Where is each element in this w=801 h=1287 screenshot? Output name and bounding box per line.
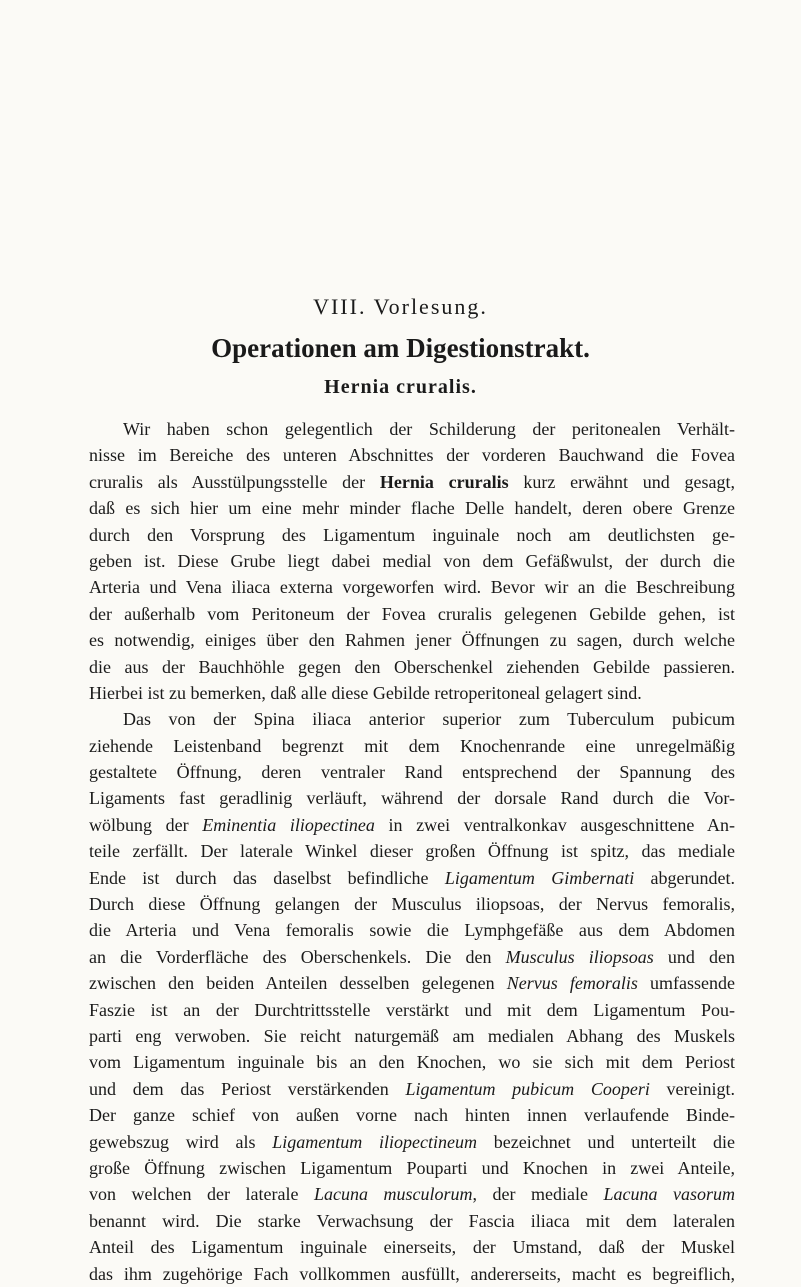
text-line: Anteil des Ligamentum inguinale einerseits, der Umstand, daß der Muskel [89, 1237, 735, 1258]
body-text [89, 416, 735, 1287]
lecture-heading: VIII. Vorlesung. [313, 294, 488, 319]
text-line: Der ganze schief von außen vorne nach hinten innen verlaufende Binde- [89, 1105, 735, 1126]
text-line: von welchen der laterale Lacuna musculorum, der mediale Lacuna vasorum [89, 1184, 735, 1205]
text-line: an die Vorderfläche des Oberschenkels. Die den Musculus iliopsoas und den [89, 946, 735, 967]
text-line: Hierbei ist zu bemerken, daß alle diese Gebilde retroperitoneal gelagert sind. [89, 682, 642, 703]
text-line: daß es sich hier um eine mehr minder flache Delle handelt, deren obere Grenze [89, 498, 735, 519]
text-line: Arteria und Vena iliaca externa vorgeworfen wird. Bevor wir an die Beschreibung [89, 577, 735, 598]
text-line: geben ist. Diese Grube liegt dabei medial von dem Gefäßwulst, der durch die [89, 550, 735, 571]
text-line: durch den Vorsprung des Ligamentum inguinale noch am deutlichsten ge- [89, 524, 735, 545]
text-line: gestaltete Öffnung, deren ventraler Rand entsprechend der Spannung des [89, 762, 735, 783]
text-line: und dem das Periost verstärkenden Ligamentum pubicum Cooperi vereinigt. [89, 1078, 736, 1099]
text-line: Ligaments fast geradlinig verläuft, während der dorsale Rand durch die Vor- [89, 788, 735, 809]
text-line: ziehende Leistenband begrenzt mit dem Knochenrande eine unregelmäßig [89, 735, 735, 756]
text-line: zwischen den beiden Anteilen desselben gelegenen Nervus femoralis umfassende [89, 973, 735, 994]
text-line: der außerhalb vom Peritoneum der Fovea cruralis gelegenen Gebilde gehen, ist [89, 603, 735, 624]
text-line: nisse im Bereiche des unteren Abschnittes der vorderen Bauchwand die Fovea [89, 445, 735, 466]
text-line: teile zerfällt. Der laterale Winkel dieser großen Öffnung ist spitz, das mediale [89, 841, 735, 862]
text-line: Ende ist durch das daselbst befindliche Ligamentum Gimbernati abgerundet. [89, 867, 735, 888]
text-line: parti eng verwoben. Sie reicht naturgemäß am medialen Abhang des Muskels [89, 1025, 735, 1046]
text-line: das ihm zugehörige Fach vollkommen ausfüllt, andererseits, macht es begreiflich, [89, 1263, 735, 1284]
text-line: benannt wird. Die starke Verwachsung der Fascia iliaca mit dem lateralen [89, 1210, 735, 1231]
text-line: gewebszug wird als Ligamentum iliopectineum bezeichnet und unterteilt die [89, 1131, 735, 1152]
text-line: Wir haben schon gelegentlich der Schilderung der peritonealen Verhält- [123, 419, 735, 439]
text-line: Faszie ist an der Durchtrittsstelle verstärkt und mit dem Ligamentum Pou- [89, 999, 735, 1020]
text-line: cruralis als Ausstülpungsstelle der Hernia cruralis kurz erwähnt und gesagt, [89, 471, 735, 492]
text-line: Das von der Spina iliaca anterior superior zum Tuberculum pubicum [123, 709, 735, 730]
text-line: die aus der Bauchhöhle gegen den Oberschenkel ziehenden Gebilde passieren. [89, 656, 735, 677]
section-title: Hernia cruralis. [324, 376, 477, 398]
text-line: wölbung der Eminentia iliopectinea in zwei ventralkonkav ausgeschnittene An- [89, 814, 736, 835]
text-line: die Arteria und Vena femoralis sowie die Lymphgefäße aus dem Abdomen [89, 920, 735, 941]
text-line: große Öffnung zwischen Ligamentum Pouparti und Knochen in zwei Anteile, [89, 1157, 735, 1178]
text-line: es notwendig, einiges über den Rahmen jener Öffnungen zu sagen, durch welche [89, 630, 735, 651]
text-line: vom Ligamentum inguinale bis an den Knochen, wo sie sich mit dem Periost [89, 1052, 735, 1073]
chapter-title: Operationen am Digestionstrakt. [211, 333, 590, 363]
text-line: Durch diese Öffnung gelangen der Musculus iliopsoas, der Nervus femoralis, [89, 894, 735, 915]
